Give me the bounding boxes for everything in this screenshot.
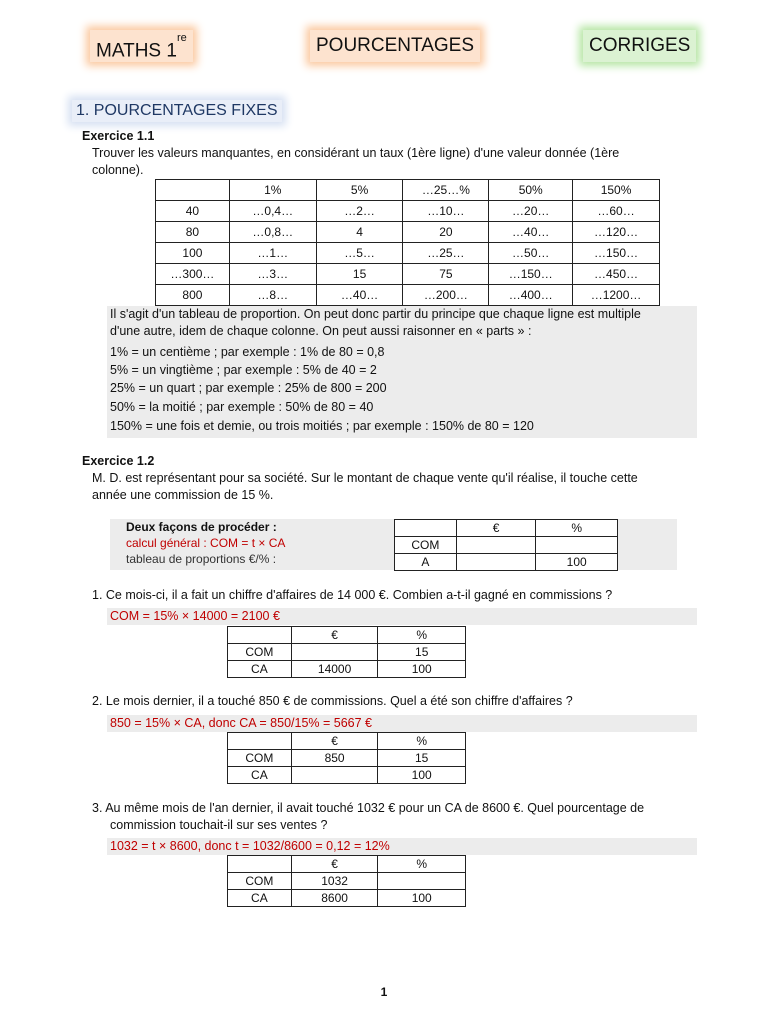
table-cell: …450… — [573, 264, 660, 285]
table-row — [156, 243, 660, 264]
table-cell: 5% — [316, 180, 403, 201]
answer-line: 150% = une fois et demie, ou trois moitiés ; par exemple : 150% de 80 = 120 — [110, 419, 534, 433]
table-cell: 15 — [316, 264, 403, 285]
table-row — [228, 890, 466, 907]
table-cell — [228, 733, 292, 750]
table-cell: % — [378, 856, 466, 873]
table-row — [156, 201, 660, 222]
table-cell: 100 — [378, 661, 466, 678]
table-row — [228, 856, 466, 873]
table-cell: …60… — [573, 201, 660, 222]
method-title: Deux façons de procéder : — [126, 520, 277, 534]
method-proportions: tableau de proportions €/% : — [126, 552, 277, 566]
table-cell: …40… — [316, 285, 403, 306]
table-cell — [156, 180, 230, 201]
table-cell: € — [291, 627, 378, 644]
table-cell: 100 — [378, 767, 466, 784]
table-row — [156, 285, 660, 306]
table-row — [228, 750, 466, 767]
table-cell: …20… — [489, 201, 573, 222]
exercise-1-1-statement-line1: Trouver les valeurs manquantes, en considérant un taux (1ère ligne) d'une valeur donnée (1ère — [92, 146, 620, 160]
table-cell: …0,4… — [229, 201, 316, 222]
table-cell: …120… — [573, 222, 660, 243]
table-cell: € — [291, 856, 378, 873]
table-row — [228, 767, 466, 784]
table-cell: CA — [228, 661, 292, 678]
table-cell: …40… — [489, 222, 573, 243]
header-subject: MATHS 1re — [90, 30, 193, 62]
table-row — [395, 537, 618, 554]
table-cell: …8… — [229, 285, 316, 306]
method-general: calcul général : COM = t × CA — [126, 536, 286, 550]
table-cell: COM — [395, 537, 457, 554]
table-header-row — [156, 180, 660, 201]
table-cell — [378, 873, 466, 890]
table-row — [228, 627, 466, 644]
table-cell: …50… — [489, 243, 573, 264]
question-1: 1. Ce mois-ci, il a fait un chiffre d'affaires de 14 000 €. Combien a-t-il gagné en commissions ? — [92, 588, 613, 602]
table-cell: CA — [228, 890, 292, 907]
answer-line: 5% = un vingtième ; par exemple : 5% de 40 = 2 — [110, 363, 377, 377]
question-3-line2: commission touchait-il sur ses ventes ? — [110, 818, 328, 832]
table-cell: 14000 — [291, 661, 378, 678]
table-cell: …1… — [229, 243, 316, 264]
table-cell: CA — [228, 767, 292, 784]
answer-line: Il s'agit d'un tableau de proportion. On peut donc partir du principe que chaque ligne est multiple — [110, 307, 641, 321]
q2-table — [227, 732, 466, 784]
percentage-table — [155, 179, 660, 306]
header-corrections: CORRIGES — [583, 30, 696, 62]
table-cell: …5… — [316, 243, 403, 264]
table-cell: 80 — [156, 222, 230, 243]
exercise-1-2-statement-line1: M. D. est représentant pour sa société. Sur le montant de chaque vente qu'il réalise, il touche cette — [92, 471, 638, 485]
table-row — [228, 733, 466, 750]
table-cell: 15 — [378, 644, 466, 661]
table-row — [156, 264, 660, 285]
table-cell: 150% — [573, 180, 660, 201]
table-cell: A — [395, 554, 457, 571]
answer-3-box — [107, 838, 697, 855]
table-cell: …400… — [489, 285, 573, 306]
table-cell: 50% — [489, 180, 573, 201]
table-cell: 100 — [536, 554, 618, 571]
exercise-1-2-statement-line2: année une commission de 15 %. — [92, 488, 274, 502]
table-cell: COM — [228, 644, 292, 661]
table-row — [228, 644, 466, 661]
table-row — [156, 222, 660, 243]
table-cell: …150… — [573, 243, 660, 264]
answer-1-box — [107, 608, 697, 625]
header-topic: POURCENTAGES — [310, 30, 480, 62]
table-cell: 20 — [403, 222, 489, 243]
table-cell — [395, 520, 457, 537]
table-cell: 8600 — [291, 890, 378, 907]
q1-table — [227, 626, 466, 678]
table-cell — [456, 554, 536, 571]
table-cell: € — [291, 733, 378, 750]
table-cell: 100 — [378, 890, 466, 907]
table-cell: € — [456, 520, 536, 537]
table-cell: 800 — [156, 285, 230, 306]
table-cell: % — [378, 733, 466, 750]
table-cell: % — [378, 627, 466, 644]
exercise-1-2-title: Exercice 1.2 — [82, 454, 155, 468]
table-cell: …200… — [403, 285, 489, 306]
table-cell: …150… — [489, 264, 573, 285]
table-cell: 15 — [378, 750, 466, 767]
answer-2-box — [107, 715, 697, 732]
table-cell: 4 — [316, 222, 403, 243]
table-cell — [228, 627, 292, 644]
table-cell: …10… — [403, 201, 489, 222]
answer-line: 25% = un quart ; par exemple : 25% de 800 = 200 — [110, 381, 387, 395]
section-title: 1. POURCENTAGES FIXES — [72, 100, 282, 122]
table-cell — [291, 767, 378, 784]
answer-line: 1% = un centième ; par exemple : 1% de 80 = 0,8 — [110, 345, 385, 359]
table-cell: 100 — [156, 243, 230, 264]
exercise-1-1-statement-line2: colonne). — [92, 163, 144, 177]
question-2: 2. Le mois dernier, il a touché 850 € de commissions. Quel a été son chiffre d'affaires ? — [92, 694, 573, 708]
table-cell — [228, 856, 292, 873]
table-row — [395, 554, 618, 571]
table-row — [228, 873, 466, 890]
table-cell: COM — [228, 750, 292, 767]
answer-3: 1032 = t × 8600, donc t = 1032/8600 = 0,12 = 12% — [110, 839, 390, 853]
answer-line: d'une autre, idem de chaque colonne. On peut aussi raisonner en « parts » : — [110, 324, 532, 338]
table-cell: 40 — [156, 201, 230, 222]
table-row — [395, 520, 618, 537]
table-cell: …2… — [316, 201, 403, 222]
exercise-1-1-answer — [107, 306, 697, 438]
table-cell: 850 — [291, 750, 378, 767]
answer-line: 50% = la moitié ; par exemple : 50% de 80 = 40 — [110, 400, 374, 414]
table-cell: COM — [228, 873, 292, 890]
table-cell — [456, 537, 536, 554]
table-cell: 1032 — [291, 873, 378, 890]
table-cell: …1200… — [573, 285, 660, 306]
table-cell: …25…% — [403, 180, 489, 201]
table-cell: % — [536, 520, 618, 537]
table-cell: …0,8… — [229, 222, 316, 243]
answer-2: 850 = 15% × CA, donc CA = 850/15% = 5667 € — [110, 716, 372, 730]
table-row — [228, 661, 466, 678]
table-cell: …3… — [229, 264, 316, 285]
page-number: 1 — [380, 985, 388, 999]
table-cell: 1% — [229, 180, 316, 201]
exercise-1-1-title: Exercice 1.1 — [82, 129, 155, 143]
q3-table — [227, 855, 466, 907]
table-cell — [291, 644, 378, 661]
question-3-line1: 3. Au même mois de l'an dernier, il avait touché 1032 € pour un CA de 8600 €. Quel pourcentage de — [92, 801, 645, 815]
table-cell: …25… — [403, 243, 489, 264]
method-table — [394, 519, 618, 571]
table-cell: 75 — [403, 264, 489, 285]
answer-1: COM = 15% × 14000 = 2100 € — [110, 609, 280, 623]
table-cell: …300… — [156, 264, 230, 285]
table-cell — [536, 537, 618, 554]
